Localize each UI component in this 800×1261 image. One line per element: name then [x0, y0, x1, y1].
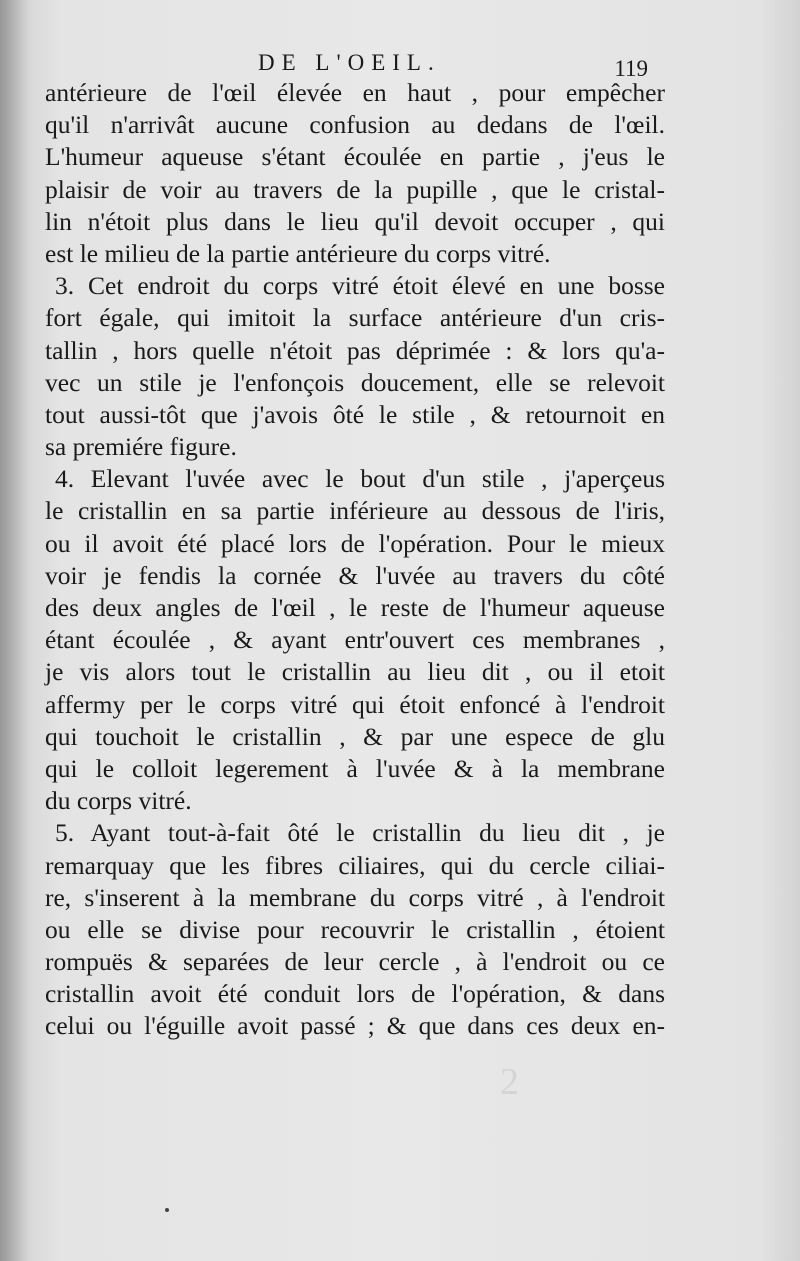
ink-speck	[165, 1208, 169, 1212]
paragraph-start-line: 5. Ayant tout-à-fait ôté le cristallin du lieu dit , je	[55, 818, 665, 848]
text-line: sa premiére figure.	[45, 432, 237, 462]
text-line: du corps vitré.	[45, 786, 192, 816]
body-text	[45, 77, 665, 1043]
text-line: L'humeur aqueuse s'étant écoulée en partie , j'eus le	[45, 142, 665, 172]
gutter-shadow	[0, 0, 30, 1261]
text-line: des deux angles de l'œil , le reste de l'humeur aqueuse	[45, 593, 665, 622]
text-line: est le milieu de la partie antérieure du corps vitré.	[45, 238, 551, 268]
paragraph-start-line: 4. Elevant l'uvée avec le bout d'un stile , j'aperçeus	[55, 464, 665, 494]
text-line: re, s'inserent à la membrane du corps vitré , à l'endroit	[45, 882, 665, 912]
text-line: antérieure de l'œil élevée en haut , pour empêcher	[45, 78, 665, 107]
text-line: affermy per le corps vitré qui étoit enfoncé à l'endroit	[45, 689, 665, 719]
text-line: qu'il n'arrivât aucune confusion au dedans de l'œil.	[45, 110, 665, 140]
text-line: je vis alors tout le cristallin au lieu dit , ou il etoit	[45, 657, 665, 687]
text-line: remarquay que les fibres ciliaires, qui du cercle ciliai-	[45, 850, 665, 880]
text-line: qui le colloit legerement à l'uvée & à la membrane	[45, 753, 665, 783]
text-line: voir je fendis la cornée & l'uvée au travers du côté	[45, 560, 665, 590]
text-line: celui ou l'éguille avoit passé ; & que dans ces deux en-	[45, 1011, 665, 1041]
text-line: cristallin avoit été conduit lors de l'opération, & dans	[45, 979, 665, 1009]
bleed-through-mark: 2	[500, 1061, 519, 1103]
text-line: tout aussi-tôt que j'avois ôté le stile , & retournoit en	[45, 399, 665, 429]
text-line: ou il avoit été placé lors de l'opération. Pour le mieux	[45, 528, 665, 558]
page-number: 119	[614, 56, 648, 81]
text-line: qui touchoit le cristallin , & par une espece de glu	[45, 721, 665, 751]
paragraph-start-line: 3. Cet endroit du corps vitré étoit élevé en une bosse	[55, 271, 665, 301]
running-head-title: DE L'OEIL.	[258, 50, 441, 75]
text-line: le cristallin en sa partie inférieure au dessous de l'iris,	[45, 496, 665, 526]
text-line: étant écoulée , & ayant entr'ouvert ces membranes ,	[45, 625, 665, 655]
text-line: rompuës & separées de leur cercle , à l'endroit ou ce	[45, 947, 665, 977]
text-line: fort égale, qui imitoit la surface antérieure d'un cris-	[45, 303, 665, 333]
text-line: ou elle se divise pour recouvrir le cristallin , étoient	[45, 914, 665, 944]
text-line: tallin , hors quelle n'étoit pas déprimée : & lors qu'a-	[45, 335, 665, 365]
text-line: lin n'étoit plus dans le lieu qu'il devoit occuper , qui	[45, 206, 665, 236]
text-line: vec un stile je l'enfonçois doucement, elle se relevoit	[45, 367, 665, 397]
text-line: plaisir de voir au travers de la pupille , que le cristal-	[45, 174, 665, 204]
